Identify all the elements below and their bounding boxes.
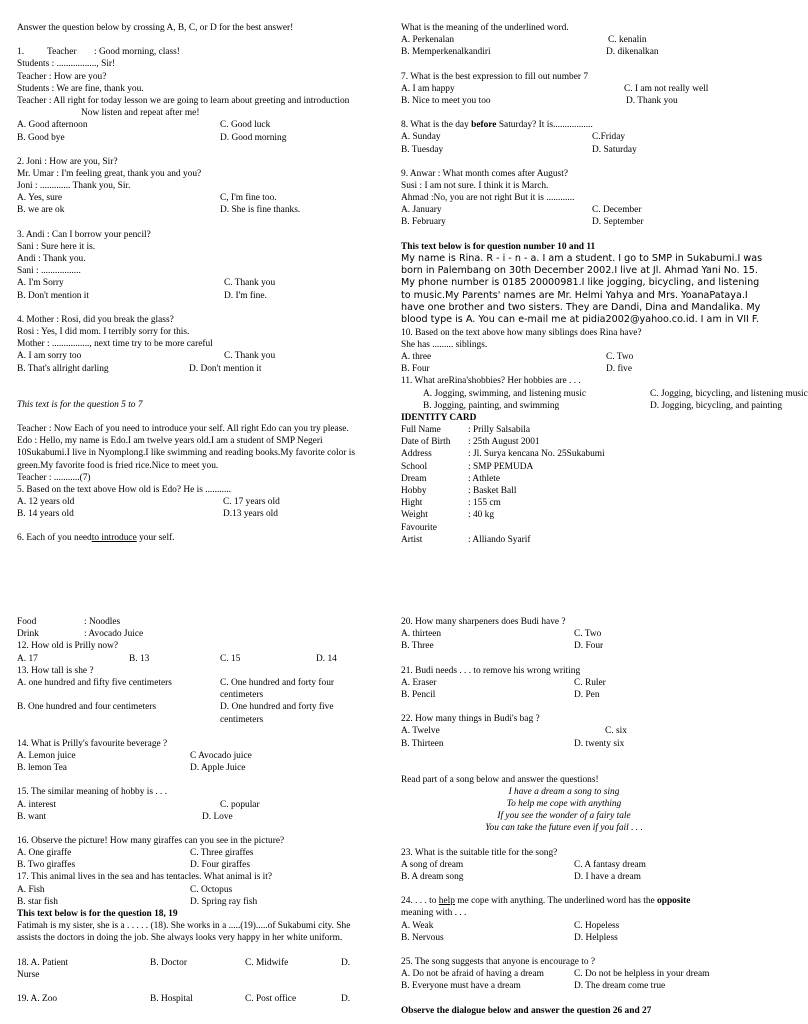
song-lyrics: I have a dream a song to sing To help me cope with anything If you see the wonder of a fairy tale You can take the future even if you fail . . .	[485, 786, 643, 834]
question-13: 13. How tall is she ? A. one hundred and fifty five centimeters C. One hundred and forty four centimeters B. One hundred and four centimeters D. One hundred and forty five centimeters	[17, 665, 335, 725]
rina-text: My name is Rina. R - i - n - a. I am a student. I go to SMP in Sukabumi.I was born in Palembang on 30th December 2002.I live at Jl. Ahmad Yani No. 15. My phone number is 0185 20000981.I like jogging, bicycling, and listening to music.My Parents' names are Mr. Helmi Yahya and Mrs. YoanaPataya.I have one brother and two sisters. They are Dandi, Dina and Mandalika. My blood type is A. You can e-mail me at pidia2002@yahoo.co.id. I am in VII F.	[401, 252, 763, 326]
text-heading-5-7: This text is for the question 5 to 7	[17, 399, 143, 410]
id-card-row: Address : Jl. Surya kencana No. 25Sukabumi	[401, 449, 605, 460]
question-10: 10. Based on the text above how many siblings does Rina have? She has ......... siblings. A. three C. Two B. Four D. five	[401, 327, 642, 375]
text-heading-18-19: This text below is for the question 18, 19	[17, 909, 178, 919]
text-heading-10-11: This text below is for question number 10 and 11	[401, 241, 596, 252]
question-5: 5. Based on the text above How old is Edo? He is ........... A. 12 years old C. 17 years old B. 14 years old D.13 years old	[17, 484, 280, 520]
song-intro: Read part of a song below and answer the questions!	[401, 774, 599, 785]
question-4: 4. Mother : Rosi, did you break the glass? Rosi : Yes, I did mom. I terribly sorry for this. Mother : ................, next time try to be more careful A. I am sorry too C. Thank you B. That's allright darling D. Don't mention it	[17, 314, 276, 374]
question-6: 6. Each of you needto introduce your self.	[17, 533, 175, 544]
id-card-row: School : SMP PEMUDA	[401, 461, 534, 472]
question-1: 1. Teacher : Good morning, class! Students : ................., Sir! Teacher : How are you? Students : We are fine, thank you. Teacher : All right for today lesson we are going to learn about greeting and introduction Now listen and repeat after me! A. Good afternoon C. Good luck B. Good bye D. Good morning	[17, 47, 350, 143]
question-15: 15. The similar meaning of hobby is . . . A. interest C. popular B. want D. Love	[17, 787, 260, 822]
id-card-row: Hight : 155 cm	[401, 498, 501, 509]
question-9: 9. Anwar : What month comes after August? Susi : I am not sure. I think it is March. Ahmad :No, you are not right But it is ............ A. January C. December B. February D. September	[401, 168, 644, 228]
question-21: 21. Budi needs . . . to remove his wrong writing A. Eraser C. Ruler B. Pencil D. Pen	[401, 665, 606, 700]
question-11: 11. What areRina'shobbies? Her hobbies are . . . A. Jogging, swimming, and listening music C. Jogging, bicycling, and listening music B. Jogging, painting, and swimming D. Jogging, bicycling, and painting	[401, 376, 808, 411]
id-card-row: Date of Birth : 25th August 2001	[401, 437, 540, 448]
question-24: 24. . . . to help me cope with anything. The underlined word has the opposite meaning with . . . A. Weak C. Hopeless B. Nervous D. Helpless	[401, 896, 691, 943]
id-card-row: Full Name : Prilly Salsabila	[401, 425, 530, 436]
bottom-left-column: Food : Noodles Drink : Avocado Juice 12. How old is Prilly now? A. 17 B. 13 C. 15 D. 14 13. How tall is she ? A. one hundred and fifty five centimeters C. One hundred and forty four centimeters B. One hundred and four centimeters D. One hundred and forty five centimeters 14. What is Prilly's favourite beverage ? A. Lemon juice C Avocado juice B. lemon Tea D. Apple Juice 15. The similar meaning of hobby is . . . A. interest C. popular B. want D. Love 16. Observe the picture! How many giraffes can you see in the picture? A. One giraffe C. Three giraffes B. Two giraffes D. Four giraffes 17. This animal lives in the sea and has tentacles. What animal is it? A. Fish C. Octopus B. star fish D. Spring ray fish This text below is for the question 18, 19 Fatimah is my sister, she is a . . . . . (18). She works in a .....(19).....of Sukabumi city. She assists the doctors in doing the job. She always looks very happy in her white uniform. 18. A. Patient B. Doctor C. Midwife D. Nurse 19. A. Zoo B. Hospital C. Post office D.	[17, 616, 371, 1005]
question-8: 8. What is the day before Saturday? It is................. A. Sunday C.Friday B. Tuesday D. Saturday	[401, 120, 637, 155]
identity-card: IDENTITY CARD Full Name : Prilly Salsabila Date of Birth : 25th August 2001 Address : Jl. Surya kencana No. 25Sukabumi School : SMP PEMUDA Dream : Athlete Hobby : Basket Ball Hight : 155 cm Weight : 40 kg Favourite Artist : Alliando Syarif	[401, 412, 768, 546]
fatimah-text: Fatimah is my sister, she is a . . . . . (18). She works in a .....(19).....of Sukabumi city. She assists the doctors in doing the job. She always looks very happy in her white uniform.	[17, 921, 351, 944]
dialog-teacher: Teacher : Now Each of you need to introduce your self. All right Edo can you try please.	[17, 423, 349, 434]
left-column: Answer the question below by crossing A, B, C, or D for the best answer! 1. Teacher : Good morning, class! Students : ................., Sir! Teacher : How are you? Students : We are fine, thank you. Teacher : All right for today lesson we are going to learn about greeting and introduction Now listen and repeat after me! A. Good afternoon C. Good luck B. Good bye D. Good morning 2. Joni : How are you, Sir? Mr. Umar : I'm feeling great, thank you and you? Joni : ............. Thank you, Sir. A. Yes, sure C, I'm fine too. B. we are ok D. She is fine thanks. 3. Andi : Can I borrow your pencil? Sani : Sure here it is. Andi : Thank you. Sani : ................. A. I'm Sorry C. Thank you B. Don't mention it D. I'm fine. 4. Mother : Rosi, did you break the glass? Rosi : Yes, I did mom. I terribly sorry for this. Mother : ................, next time try to be more careful A. I am sorry too C. Thank you B. That's allright darling D. Don't mention it This text is for the question 5 to 7 Teacher : Now Each of you need to introduce your self. All right Edo can you try please. Edo : Hello, my name is Edo.I am twelve years old.I am a student of SMP Negeri 10Sukabumi.I live in Nyomplong.I like swimming and reading books.My favorite color is green.My favorite food is fried rice.Nice to meet you. Teacher : ...........(7) 5. Based on the text above How old is Edo? He is ........... A. 12 years old C. 17 years old B. 14 years old D.13 years old 6. Each of you needto introduce your self.	[17, 22, 371, 545]
question-23: 23. What is the suitable title for the song? A song of dream C. A fantasy dream B. A dream song D. I have a dream	[401, 847, 646, 882]
question-14: 14. What is Prilly's favourite beverage ? A. Lemon juice C Avocado juice B. lemon Tea D. Apple Juice	[17, 738, 252, 774]
question-17: 17. This animal lives in the sea and has tentacles. What animal is it? A. Fish C. Octopus B. star fish D. Spring ray fish	[17, 872, 273, 907]
question-2: 2. Joni : How are you, Sir? Mr. Umar : I'm feeling great, thank you and you? Joni : ............. Thank you, Sir. A. Yes, sure C, I'm fine too. B. we are ok D. She is fine thanks.	[17, 156, 301, 216]
id-card-row: Dream : Athlete	[401, 473, 501, 484]
dialog-edo: Edo : Hello, my name is Edo.I am twelve years old.I am a student of SMP Negeri 10Sukabumi.I live in Nyomplong.I like swimming and reading books.My favorite color is green.My favorite food is fried rice.Nice to meet you.	[17, 436, 355, 471]
right-column	[401, 22, 808, 546]
question-12: 12. How old is Prilly now? A. 17 B. 13 C. 15 D. 14	[17, 641, 337, 664]
question-18: 18. A. Patient B. Doctor C. Midwife D. Nurse	[17, 957, 351, 980]
text-heading-26-27: Observe the dialogue below and answer the question 26 and 27	[401, 1005, 652, 1016]
question-20: 20. How many sharpeners does Budi have ? A. thirteen C. Two B. Three D. Four	[401, 617, 604, 652]
question-19: 19. A. Zoo B. Hospital C. Post office D.	[17, 993, 351, 1004]
question-3: 3. Andi : Can I borrow your pencil? Sani : Sure here it is. Andi : Thank you. Sani : ................. A. I'm Sorry C. Thank you B. Don't mention it D. I'm fine.	[17, 229, 276, 301]
question-7: 7. What is the best expression to fill out number 7 A. I am happy C. I am not really well B. Nice to meet you too D. Thank you	[401, 71, 709, 106]
question-6-options: What is the meaning of the underlined word. A. Perkenalan C. kenalin B. Memperkenalkandiri D. dikenalkan	[401, 23, 659, 58]
id-card-row: Hobby : Basket Ball	[401, 486, 517, 497]
bottom-right-column	[401, 616, 768, 1017]
question-16: 16. Observe the picture! How many giraffes can you see in the picture? A. One giraffe C. Three giraffes B. Two giraffes D. Four giraffes	[17, 835, 285, 871]
question-25: 25. The song suggests that anyone is encourage to ? A. Do not be afraid of having a dream C. Do not be helpless in your dream B. Everyone must have a dream D. The dream come true	[401, 956, 710, 992]
instruction: Answer the question below by crossing A, B, C, or D for the best answer!	[17, 23, 294, 33]
id-card-row: Weight : 40 kg	[401, 510, 495, 521]
question-22: 22. How many things in Budi's bag ? A. Twelve C. six B. Thirteen D. twenty six	[401, 714, 627, 749]
